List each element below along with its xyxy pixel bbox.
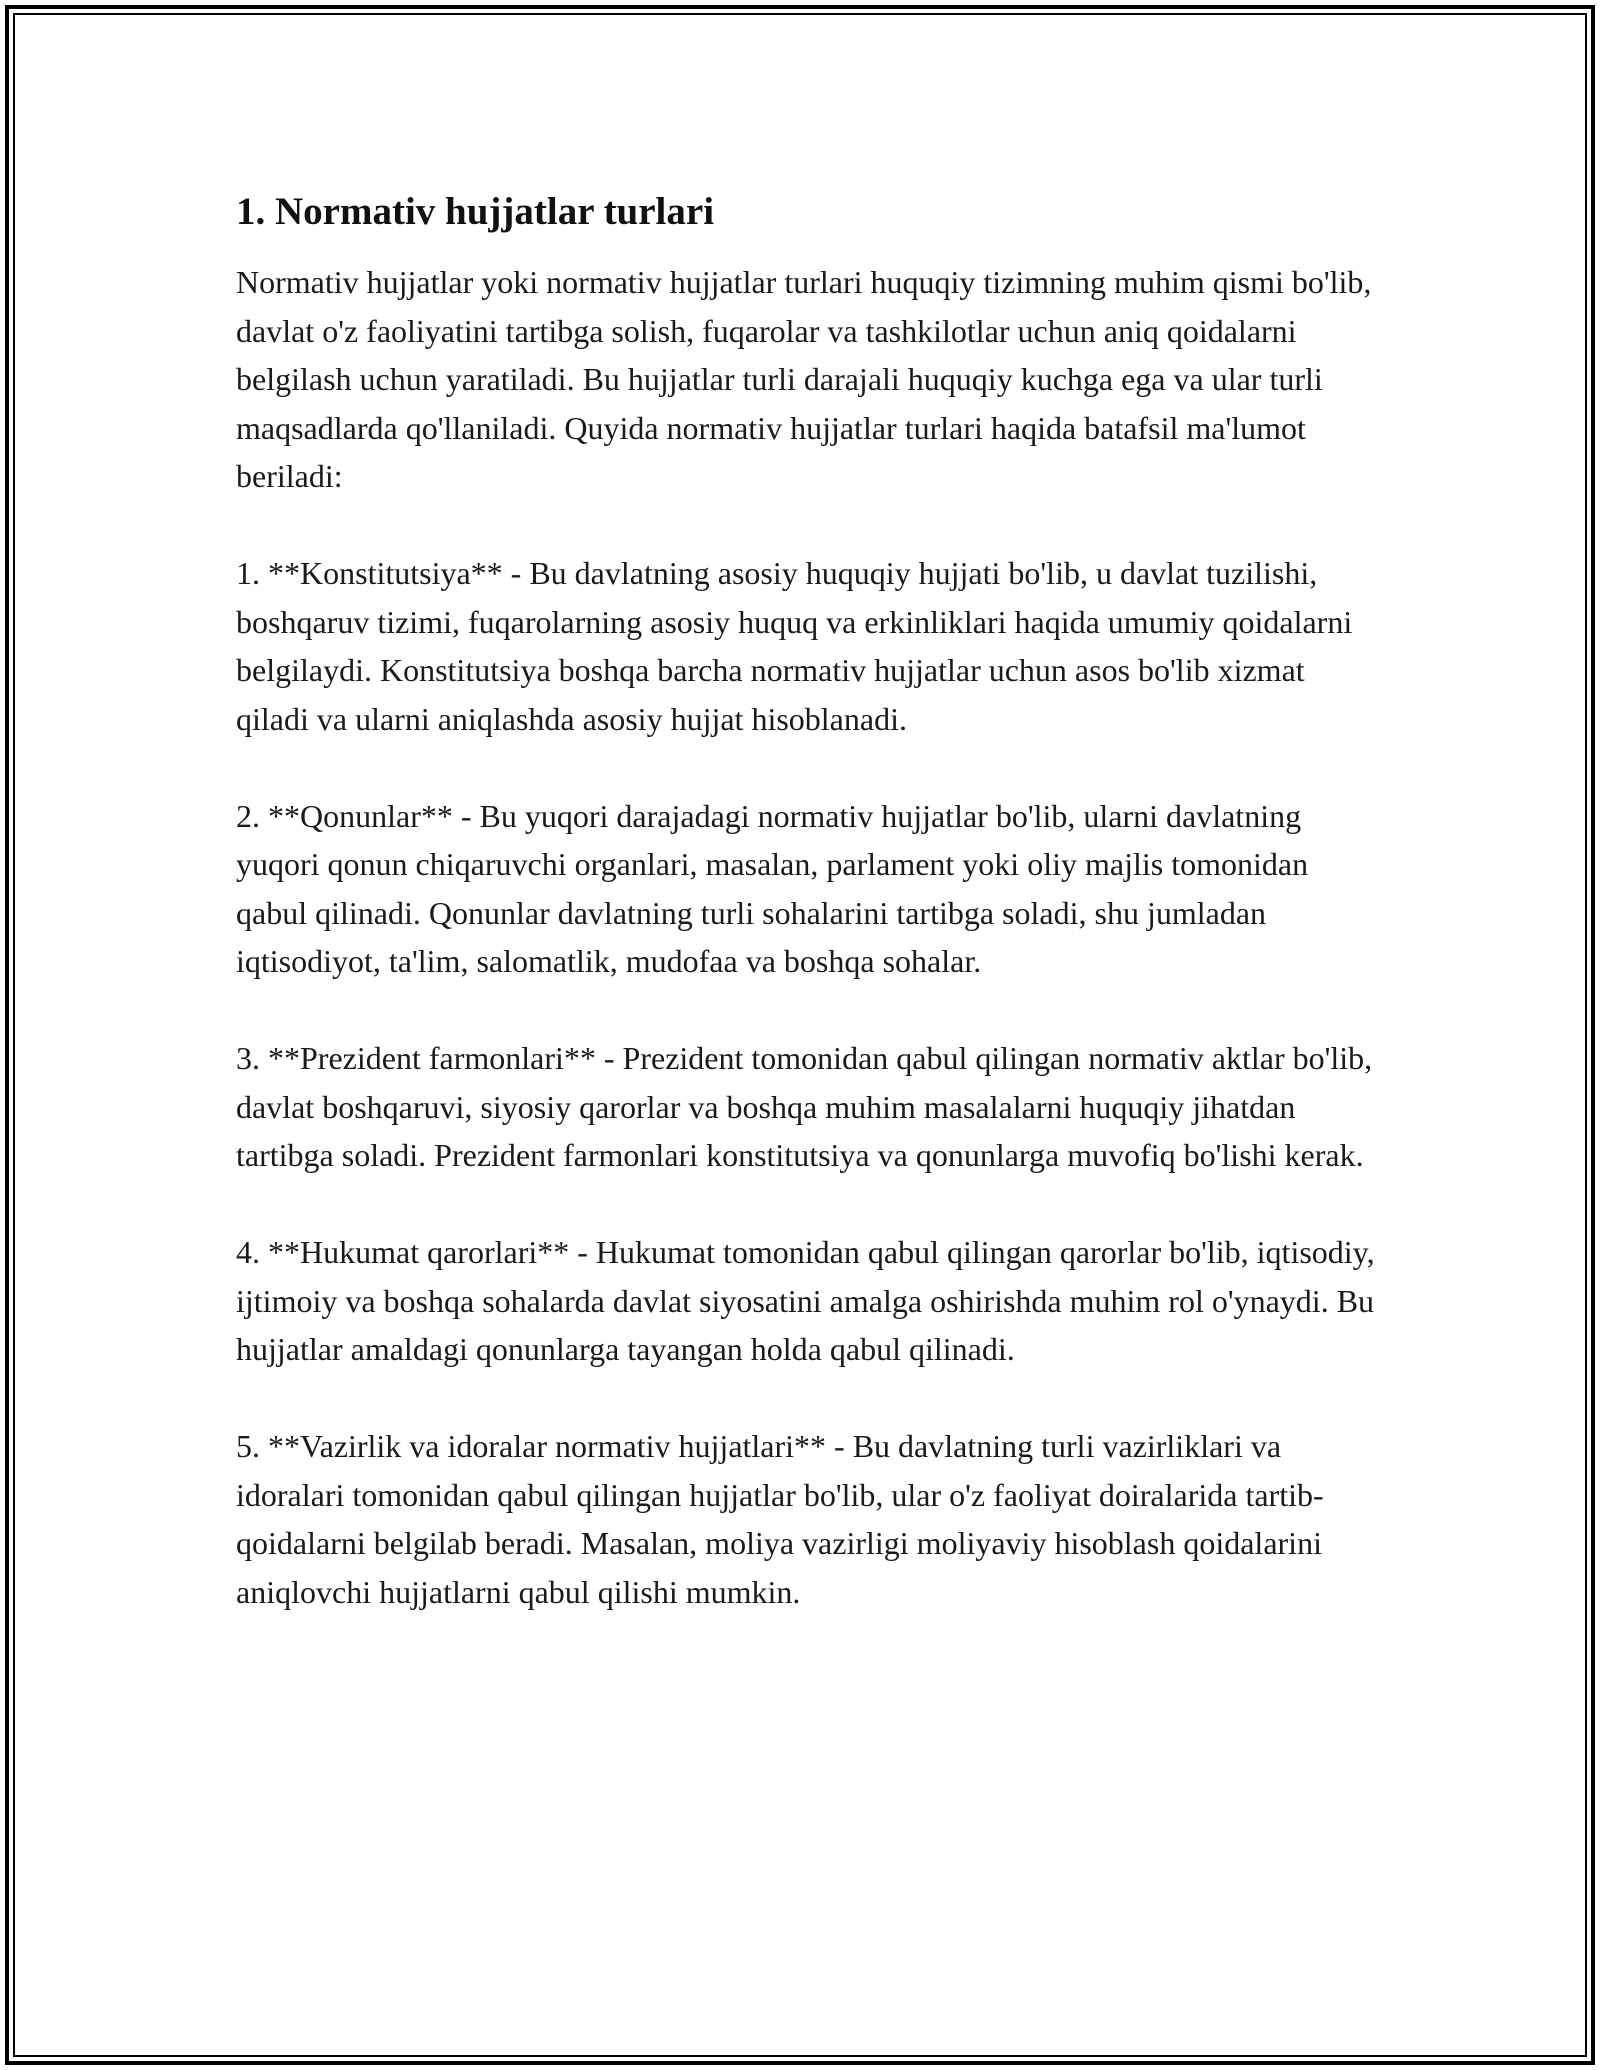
- list-item-konstitutsiya: 1. **Konstitutsiya** - Bu davlatning asosiy huquqiy hujjati bo'lib, u davlat tuzilishi, boshqaruv tizimi, fuqarolarning asosiy huquq va erkinliklari haqida umumiy qoidalarni belgilaydi. Konstitutsiya boshqa barcha normativ hujjatlar uchun asos bo'lib xizmat qiladi va ularni aniqlashda asosiy hujjat hisoblanadi.: [236, 555, 1353, 737]
- list-item-prezident-farmonlari: 3. **Prezident farmonlari** - Prezident tomonidan qabul qilingan normativ aktlar bo'lib, davlat boshqaruvi, siyosiy qarorlar va boshqa muhim masalalarni huquqiy jihatdan tartibga soladi. Prezident farmonlari konstitutsiya va qonunlarga muvofiq bo'lishi kerak.: [236, 1040, 1373, 1173]
- intro-paragraph: Normativ hujjatlar yoki normativ hujjatlar turlari huquqiy tizimning muhim qismi bo'lib, davlat o'z faoliyatini tartibga solish, fuqarolar va tashkilotlar uchun aniq qoidalarni belgilash uchun yaratiladi. Bu hujjatlar turli darajali huquqiy kuchga ega va ular turli maqsadlarda qo'llaniladi. Quyida normativ hujjatlar turlari haqida batafsil ma'lumot beriladi:: [236, 264, 1372, 494]
- list-item-hukumat-qarorlari: 4. **Hukumat qarorlari** - Hukumat tomonidan qabul qilingan qarorlar bo'lib, iqtisodiy, ijtimoiy va boshqa sohalarda davlat siyosatini amalga oshirishda muhim rol o'ynaydi. Bu hujjatlar amaldagi qonunlarga tayangan holda qabul qilinadi.: [236, 1234, 1375, 1367]
- document-title: 1. Normativ hujjatlar turlari: [236, 190, 715, 233]
- list-item-qonunlar: 2. **Qonunlar** - Bu yuqori darajadagi normativ hujjatlar bo'lib, ularni davlatning yuqori qonun chiqaruvchi organlari, masalan, parlament yoki oliy majlis tomonidan qabul qilinadi. Qonunlar davlatning turli sohalarini tartibga soladi, shu jumladan iqtisodiyot, ta'lim, salomatlik, mudofaa va boshqa sohalar.: [236, 797, 1309, 979]
- document-body: [236, 186, 1376, 1665]
- list-item-vazirlik-hujjatlari: 5. **Vazirlik va idoralar normativ hujjatlari** - Bu davlatning turli vazirliklari va idoralari tomonidan qabul qilingan hujjatlar bo'lib, ular o'z faoliyat doiralarida tartib-qoidalarni belgilab beradi. Masalan, moliya vazirligi moliyaviy hisoblash qoidalarini aniqlovchi hujjatlarni qabul qilishi mumkin.: [236, 1428, 1324, 1610]
